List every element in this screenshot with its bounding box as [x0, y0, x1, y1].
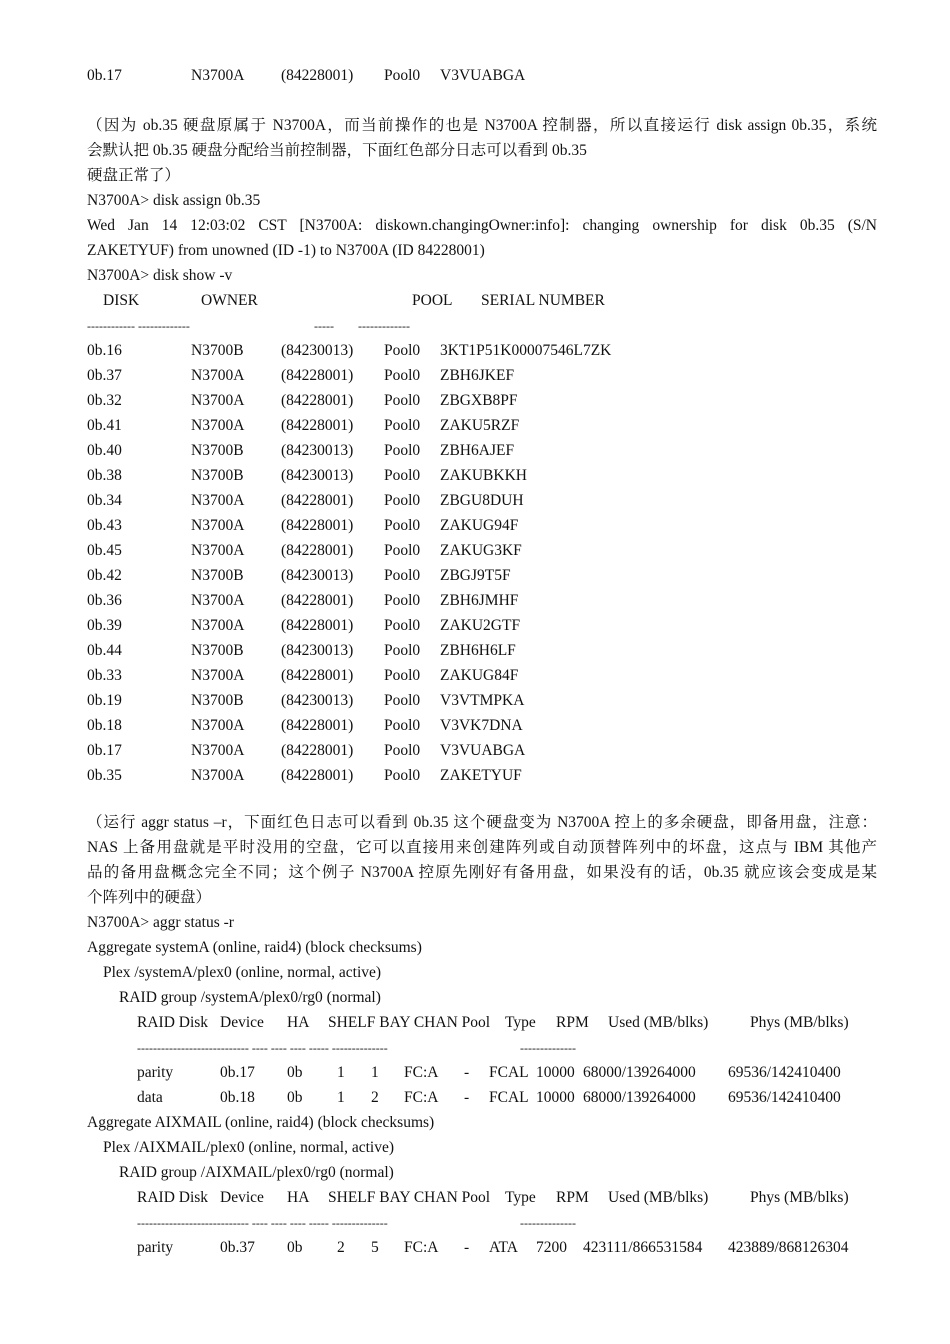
- pool-cell: Pool0: [384, 442, 421, 459]
- raid-header-shelf-bay-chan-pool: SHELF BAY CHAN Pool: [328, 1014, 491, 1031]
- raid-cell-chan: FC:A: [404, 1064, 439, 1081]
- serial-cell: ZAKU2GTF: [440, 617, 521, 634]
- owner-id-cell: (84228001): [281, 392, 354, 409]
- owner-id-cell: (84230013): [281, 342, 354, 359]
- pool-cell: Pool0: [384, 342, 421, 359]
- owner-id-cell: (84230013): [281, 442, 354, 459]
- pool-cell: Pool0: [384, 392, 421, 409]
- owner-cell: N3700A: [191, 667, 245, 684]
- serial-cell: ZBH6JMHF: [440, 592, 519, 609]
- owner-cell: N3700A: [191, 367, 245, 384]
- pool-cell: Pool0: [384, 667, 421, 684]
- raid-cell-phys: 69536/142410400: [728, 1064, 841, 1081]
- raid-cell-phys: 69536/142410400: [728, 1089, 841, 1106]
- pool-cell: Pool0: [384, 517, 421, 534]
- disk-cell: 0b.40: [87, 442, 122, 459]
- owner-cell: N3700B: [191, 692, 244, 709]
- serial-cell: ZBGJ9T5F: [440, 567, 511, 584]
- command-line: N3700A> disk show -v: [87, 267, 233, 284]
- raid-cell-pool: -: [464, 1064, 470, 1081]
- serial-cell: V3VUABGA: [440, 67, 526, 84]
- raid-header-ha: HA: [287, 1014, 310, 1031]
- raid-cell-device: 0b.37: [220, 1239, 255, 1256]
- note-line: 会默认把 0b.35 硬盘分配给当前控制器，下面红色部分日志可以看到 0b.35: [87, 142, 587, 159]
- owner-id-cell: (84228001): [281, 767, 354, 784]
- raid-header-phys: Phys (MB/blks): [750, 1189, 849, 1206]
- owner-id-cell: (84228001): [281, 717, 354, 734]
- pool-cell: Pool0: [384, 767, 421, 784]
- raid-cell-pool: -: [464, 1089, 470, 1106]
- raid-header-rpm: RPM: [556, 1189, 589, 1206]
- raid-cell-role: data: [137, 1089, 163, 1106]
- disk-cell: 0b.42: [87, 567, 122, 584]
- owner-id-cell: (84228001): [281, 667, 354, 684]
- separator: -------------: [358, 319, 410, 333]
- serial-cell: ZAKETYUF: [440, 767, 522, 784]
- pool-cell: Pool0: [384, 592, 421, 609]
- raid-cell-ha: 0b: [287, 1239, 303, 1256]
- separator: ---------------------------- ---- ---- ---- ----- --------------: [137, 1041, 388, 1055]
- plex-line: Plex /systemA/plex0 (online, normal, active): [103, 964, 382, 981]
- raid-cell-type: FCAL: [489, 1089, 529, 1106]
- header-disk: DISK: [103, 292, 140, 309]
- raid-cell-used: 68000/139264000: [583, 1064, 696, 1081]
- owner-cell: N3700B: [191, 442, 244, 459]
- disk-cell: 0b.18: [87, 717, 122, 734]
- raid-cell-rpm: 7200: [536, 1239, 567, 1256]
- owner-id-cell: (84228001): [281, 742, 354, 759]
- owner-id-cell: (84228001): [281, 492, 354, 509]
- raid-cell-shelf: 1: [337, 1064, 345, 1081]
- raid-cell-type: FCAL: [489, 1064, 529, 1081]
- raid-cell-shelf: 1: [337, 1089, 345, 1106]
- serial-cell: ZAKUG3KF: [440, 542, 522, 559]
- disk-cell: 0b.17: [87, 67, 122, 84]
- disk-cell: 0b.34: [87, 492, 122, 509]
- raid-group-line: RAID group /systemA/plex0/rg0 (normal): [119, 989, 381, 1006]
- serial-cell: ZBH6H6LF: [440, 642, 516, 659]
- command-line: N3700A> aggr status -r: [87, 914, 234, 931]
- owner-cell: N3700A: [191, 717, 245, 734]
- plex-line: Plex /AIXMAIL/plex0 (online, normal, active): [103, 1139, 394, 1156]
- raid-header-device: Device: [220, 1014, 264, 1031]
- disk-cell: 0b.44: [87, 642, 122, 659]
- owner-cell: N3700B: [191, 567, 244, 584]
- serial-cell: ZAKUG84F: [440, 667, 519, 684]
- raid-header-raid-disk: RAID Disk: [137, 1014, 209, 1031]
- raid-header-ha: HA: [287, 1189, 310, 1206]
- raid-cell-device: 0b.17: [220, 1064, 255, 1081]
- serial-cell: V3VTMPKA: [440, 692, 525, 709]
- owner-cell: N3700A: [191, 767, 245, 784]
- raid-header-device: Device: [220, 1189, 264, 1206]
- disk-cell: 0b.36: [87, 592, 122, 609]
- disk-cell: 0b.17: [87, 742, 122, 759]
- raid-cell-rpm: 10000: [536, 1064, 575, 1081]
- raid-cell-shelf: 2: [337, 1239, 345, 1256]
- owner-id-cell: (84228001): [281, 417, 354, 434]
- owner-id-cell: (84230013): [281, 567, 354, 584]
- disk-cell: 0b.35: [87, 767, 122, 784]
- owner-cell: N3700B: [191, 342, 244, 359]
- raid-header-phys: Phys (MB/blks): [750, 1014, 849, 1031]
- disk-cell: 0b.39: [87, 617, 122, 634]
- serial-cell: ZBGXB8PF: [440, 392, 518, 409]
- pool-cell: Pool0: [384, 617, 421, 634]
- raid-header-used: Used (MB/blks): [608, 1014, 709, 1031]
- raid-cell-ha: 0b: [287, 1064, 303, 1081]
- disk-cell: 0b.16: [87, 342, 122, 359]
- note-line: （运行 aggr status –r，下面红色日志可以看到 0b.35 这个硬盘变为 N3700A 控上的多余硬盘，即备用盘，注意：: [87, 814, 877, 831]
- owner-id-cell: (84228001): [281, 67, 354, 84]
- raid-cell-bay: 1: [371, 1064, 379, 1081]
- owner-id-cell: (84228001): [281, 542, 354, 559]
- raid-cell-type: ATA: [489, 1239, 518, 1256]
- pool-cell: Pool0: [384, 417, 421, 434]
- raid-header-type: Type: [505, 1014, 536, 1031]
- raid-group-line: RAID group /AIXMAIL/plex0/rg0 (normal): [119, 1164, 394, 1181]
- raid-cell-rpm: 10000: [536, 1089, 575, 1106]
- raid-header-raid-disk: RAID Disk: [137, 1189, 209, 1206]
- pool-cell: Pool0: [384, 492, 421, 509]
- owner-id-cell: (84228001): [281, 617, 354, 634]
- raid-cell-phys: 423889/868126304: [728, 1239, 849, 1256]
- serial-cell: ZAKUBKKH: [440, 467, 527, 484]
- pool-cell: Pool0: [384, 542, 421, 559]
- owner-id-cell: (84230013): [281, 642, 354, 659]
- owner-cell: N3700A: [191, 392, 245, 409]
- serial-cell: ZAKU5RZF: [440, 417, 520, 434]
- separator: ---------------------------- ---- ---- ---- ----- --------------: [137, 1216, 388, 1230]
- owner-cell: N3700A: [191, 492, 245, 509]
- serial-cell: 3KT1P51K00007546L7ZK: [440, 342, 612, 359]
- raid-cell-bay: 2: [371, 1089, 379, 1106]
- owner-id-cell: (84230013): [281, 692, 354, 709]
- note-line: NAS 上备用盘就是平时没用的空盘，它可以直接用来创建阵列或自动顶替阵列中的坏盘，这点与 IBM 其他产: [87, 839, 877, 856]
- owner-cell: N3700B: [191, 467, 244, 484]
- aggregate-title: Aggregate AIXMAIL (online, raid4) (block checksums): [87, 1114, 435, 1131]
- disk-cell: 0b.45: [87, 542, 122, 559]
- disk-cell: 0b.38: [87, 467, 122, 484]
- raid-header-used: Used (MB/blks): [608, 1189, 709, 1206]
- serial-cell: V3VK7DNA: [440, 717, 523, 734]
- owner-cell: N3700B: [191, 642, 244, 659]
- serial-cell: ZBH6JKEF: [440, 367, 515, 384]
- disk-cell: 0b.32: [87, 392, 122, 409]
- owner-cell: N3700A: [191, 617, 245, 634]
- owner-cell: N3700A: [191, 67, 245, 84]
- disk-cell: 0b.33: [87, 667, 122, 684]
- command-line: N3700A> disk assign 0b.35: [87, 192, 261, 209]
- pool-cell: Pool0: [384, 742, 421, 759]
- disk-cell: 0b.37: [87, 367, 122, 384]
- serial-cell: ZBH6AJEF: [440, 442, 515, 459]
- raid-cell-used: 68000/139264000: [583, 1089, 696, 1106]
- disk-cell: 0b.41: [87, 417, 122, 434]
- serial-cell: ZBGU8DUH: [440, 492, 524, 509]
- owner-id-cell: (84230013): [281, 467, 354, 484]
- raid-header-type: Type: [505, 1189, 536, 1206]
- owner-id-cell: (84228001): [281, 592, 354, 609]
- note-line: 个阵列中的硬盘）: [87, 889, 212, 906]
- pool-cell: Pool0: [384, 692, 421, 709]
- raid-cell-ha: 0b: [287, 1089, 303, 1106]
- raid-cell-chan: FC:A: [404, 1089, 439, 1106]
- owner-id-cell: (84228001): [281, 367, 354, 384]
- owner-cell: N3700A: [191, 417, 245, 434]
- disk-cell: 0b.19: [87, 692, 122, 709]
- raid-cell-chan: FC:A: [404, 1239, 439, 1256]
- raid-cell-used: 423111/866531584: [583, 1239, 703, 1256]
- note-line: 硬盘正常了）: [87, 167, 181, 184]
- pool-cell: Pool0: [384, 367, 421, 384]
- aggregate-title: Aggregate systemA (online, raid4) (block checksums): [87, 939, 422, 956]
- raid-cell-role: parity: [137, 1239, 174, 1256]
- header-serial: SERIAL NUMBER: [481, 292, 605, 309]
- raid-header-rpm: RPM: [556, 1014, 589, 1031]
- owner-id-cell: (84228001): [281, 517, 354, 534]
- owner-cell: N3700A: [191, 517, 245, 534]
- owner-cell: N3700A: [191, 742, 245, 759]
- pool-cell: Pool0: [384, 467, 421, 484]
- pool-cell: Pool0: [384, 642, 421, 659]
- separator: --------------: [520, 1216, 576, 1230]
- disk-cell: 0b.43: [87, 517, 122, 534]
- serial-cell: ZAKUG94F: [440, 517, 519, 534]
- raid-cell-device: 0b.18: [220, 1089, 255, 1106]
- raid-cell-bay: 5: [371, 1239, 379, 1256]
- separator: -----: [314, 319, 334, 333]
- header-owner: OWNER: [201, 292, 258, 309]
- pool-cell: Pool0: [384, 567, 421, 584]
- raid-cell-role: parity: [137, 1064, 174, 1081]
- raid-header-shelf-bay-chan-pool: SHELF BAY CHAN Pool: [328, 1189, 491, 1206]
- separator: ------------ -------------: [87, 319, 190, 333]
- pool-cell: Pool0: [384, 717, 421, 734]
- header-pool: POOL: [412, 292, 453, 309]
- note-line: （因为 ob.35 硬盘原属于 N3700A，而当前操作的也是 N3700A 控制器，所以直接运行 disk assign 0b.35，系统: [87, 117, 877, 134]
- pool-cell: Pool0: [384, 67, 421, 84]
- log-line: ZAKETYUF) from unowned (ID -1) to N3700A (ID 84228001): [87, 242, 485, 259]
- owner-cell: N3700A: [191, 592, 245, 609]
- raid-cell-pool: -: [464, 1239, 470, 1256]
- serial-cell: V3VUABGA: [440, 742, 526, 759]
- owner-cell: N3700A: [191, 542, 245, 559]
- note-line: 品的备用盘概念完全不同；这个例子 N3700A 控原先刚好有备用盘，如果没有的话，0b.35 就应该会变成是某: [87, 864, 877, 881]
- log-line: Wed Jan 14 12:03:02 CST [N3700A: diskown.changingOwner:info]: changing ownership for disk 0b.35 (S/N: [87, 217, 877, 234]
- separator: --------------: [520, 1041, 576, 1055]
